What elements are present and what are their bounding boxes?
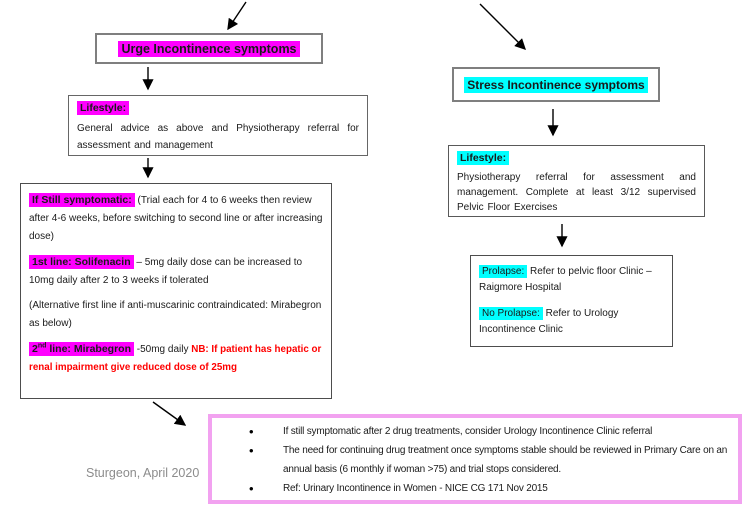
- symptomatic-text: (Trial each for 4 to 6 weeks then review after 4-6 weeks, before switching to second line or after increasing dose): [29, 195, 323, 242]
- stress-referral-box: [470, 255, 673, 347]
- treatment-symptomatic-paragraph: [29, 191, 323, 246]
- stress-lifestyle-box: [448, 145, 705, 217]
- first-line-text: – 5mg daily dose can be increased to 10mg daily after 2 to 3 weeks if tolerated: [29, 257, 303, 286]
- urge-lifestyle-box: [68, 95, 368, 156]
- stress-title: Stress Incontinence symptoms: [464, 77, 647, 93]
- stress-lifestyle-label: Lifestyle:: [457, 151, 509, 165]
- prolapse-paragraph: [479, 264, 664, 296]
- notes-bullet-1: • If still symptomatic after 2 drug treatments, consider Urology Incontinence Clinic referral: [283, 422, 730, 441]
- no-prolapse-text: Refer to Urology Incontinence Clinic: [479, 308, 619, 335]
- notes-bullet-2: • The need for continuing drug treatment once symptoms stable should be reviewed in Primary Care on an annual basis (6 monthly if woman >75) and trial stops considered.: [283, 441, 730, 479]
- second-line-ordinal-suffix: nd: [37, 342, 47, 350]
- treatment-second-line-paragraph: [29, 340, 323, 377]
- no-prolapse-paragraph: [479, 306, 664, 338]
- notes-box: [208, 414, 742, 504]
- notes-bullet-list: [212, 418, 738, 498]
- treatment-first-line-paragraph: [29, 253, 323, 290]
- second-line-text: -50mg daily: [134, 344, 192, 355]
- stress-title-box: [452, 67, 660, 102]
- treatment-alternative-paragraph: [29, 297, 323, 333]
- urge-title-box: [95, 33, 323, 64]
- no-prolapse-label: No Prolapse:: [479, 307, 543, 320]
- arrow-into-stress-title: [480, 4, 525, 49]
- arrow-into-urge-title: [228, 2, 246, 29]
- second-line-number: 2: [32, 343, 38, 355]
- prolapse-label: Prolapse:: [479, 265, 527, 278]
- credit-text: Sturgeon, April 2020: [86, 466, 200, 480]
- first-line-label: 1st line: Solifenacin: [29, 255, 134, 269]
- urge-treatment-box: [20, 183, 332, 399]
- symptomatic-label: If Still symptomatic:: [29, 193, 135, 207]
- notes-bullet-3: • Ref: Urinary Incontinence in Women - NICE CG 171 Nov 2015: [283, 479, 730, 498]
- second-line-label: [29, 342, 134, 356]
- second-line-drug: line: Mirabegron: [46, 343, 131, 355]
- urge-title: Urge Incontinence symptoms: [118, 41, 299, 57]
- urge-lifestyle-body: General advice as above and Physiotherapy referral for assessment and management: [77, 123, 359, 151]
- stress-lifestyle-body: Physiotherapy referral for assessment and management. Complete at least 3/12 supervised Pelvic Floor Exercises: [457, 172, 696, 213]
- prolapse-text: Refer to pelvic floor Clinic – Raigmore Hospital: [479, 266, 652, 293]
- arrow-treatment-to-notes: [153, 402, 185, 425]
- alternative-text: (Alternative first line if anti-muscarinic contraindicated: Mirabegron as below): [29, 300, 322, 329]
- nb-warning-text: NB: If patient has hepatic or renal impairment give reduced dose of 25mg: [29, 344, 322, 373]
- urge-lifestyle-label: Lifestyle:: [77, 101, 129, 115]
